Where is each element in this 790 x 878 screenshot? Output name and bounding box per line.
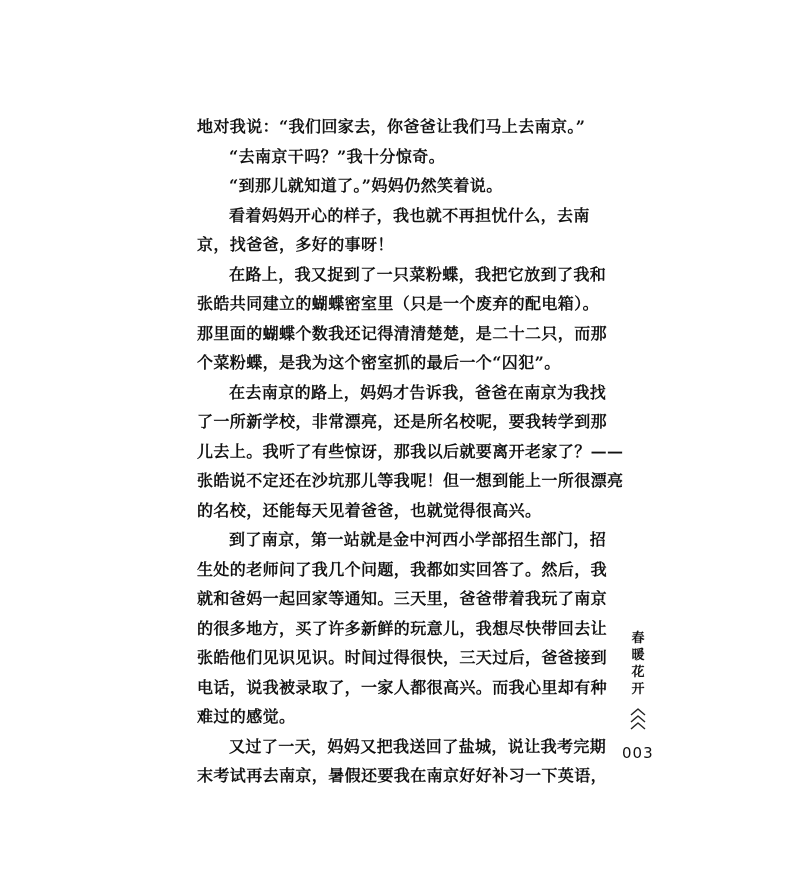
text-line: 儿去上。我听了有些惊讶，那我以后就要离开老家了？—— — [197, 441, 624, 461]
text-line: 的很多地方，买了许多新鲜的玩意儿，我想尽快带回去让 — [197, 618, 608, 638]
text-line: 看着妈妈开心的样子，我也就不再担忧什么，去南 — [229, 205, 590, 225]
title-char: 开 — [631, 682, 645, 697]
title-char: 花 — [631, 665, 645, 680]
text-line: 的名校，还能每天见着爸爸，也就觉得很高兴。 — [197, 500, 542, 520]
text-line: “到那儿就知道了。”妈妈仍然笑着说。 — [229, 176, 503, 195]
text-line: 京，找爸爸，多好的事呀！ — [197, 235, 394, 254]
text-line: 电话，说我被录取了，一家人都很高兴。而我心里却有种 — [197, 677, 608, 697]
title-char: 暖 — [631, 648, 645, 663]
text-line: 在去南京的路上，妈妈才告诉我，爸爸在南京为我找 — [229, 382, 607, 402]
text-line: 又过了一天，妈妈又把我送回了盐城，说让我考完期 — [229, 736, 607, 756]
text-line: “去南京干吗？”我十分惊奇。 — [229, 146, 446, 166]
book-title-vertical — [630, 630, 646, 698]
body-text — [197, 112, 624, 791]
text-line: 生处的老师问了我几个问题，我都如实回答了。然后，我 — [197, 559, 608, 579]
text-line: 那里面的蝴蝶个数我还记得清清楚楚，是二十二只，而那 — [197, 323, 608, 343]
text-line: 地对我说：“我们回家去，你爸爸让我们马上去南京。” — [197, 117, 586, 136]
text-line: 张皓他们见识见识。时间过得很快，三天过后，爸爸接到 — [197, 648, 608, 667]
text-line: 难过的感觉。 — [197, 707, 296, 726]
title-char: 春 — [631, 631, 645, 646]
text-line: 末考试再去南京，暑假还要我在南京好好补习一下英语， — [197, 766, 608, 785]
text-line: 张皓说不定还在沙坑那儿等我呢！但一想到能上一所很漂亮 — [197, 471, 624, 490]
page-number: 003 — [622, 744, 654, 762]
text-line: 了一所新学校，非常漂亮，还是所名校呢，要我转学到那 — [197, 412, 608, 431]
text-line: 到了南京，第一站就是金中河西小学部招生部门，招 — [229, 530, 607, 549]
text-line: 在路上，我又捉到了一只菜粉蝶，我把它放到了我和 — [229, 264, 607, 284]
triple-chevron-up-icon — [628, 706, 648, 734]
text-line: 个菜粉蝶，是我为这个密室抓的最后一个“囚犯”。 — [197, 353, 561, 372]
text-line: 张皓共同建立的蝴蝶密室里（只是一个废弃的配电箱）。 — [197, 294, 600, 313]
text-line: 就和爸妈一起回家等通知。三天里，爸爸带着我玩了南京 — [197, 589, 608, 608]
